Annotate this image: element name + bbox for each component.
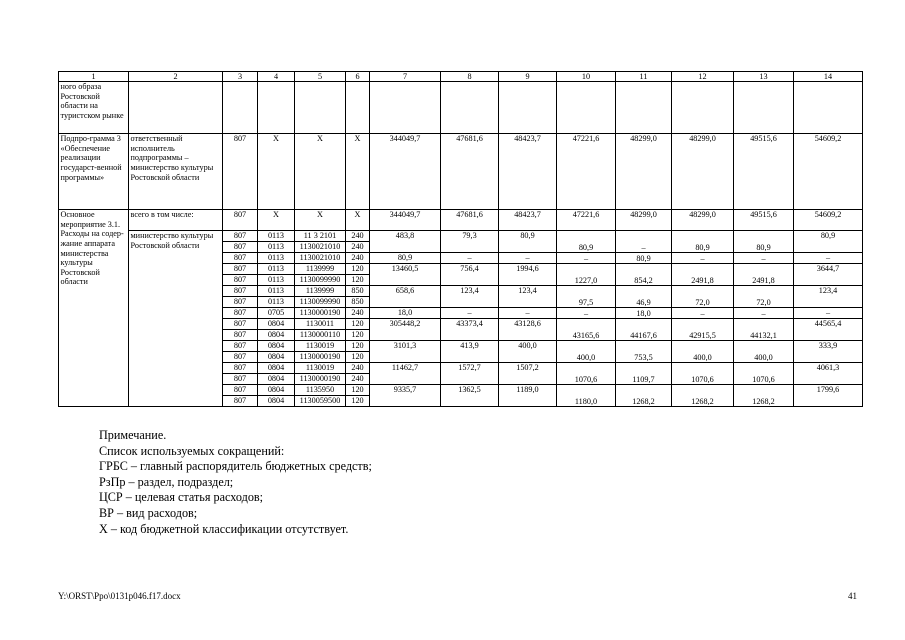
header-cell: 7 xyxy=(370,72,441,82)
table-cell: 9335,7 xyxy=(370,385,441,407)
table-cell: 0113 xyxy=(258,297,295,308)
note-line: ВР – вид расходов; xyxy=(99,505,198,520)
page-number: 41 xyxy=(848,591,857,601)
notes-block xyxy=(99,428,372,537)
table-row xyxy=(59,134,863,210)
table-cell: 120 xyxy=(346,352,370,363)
table-cell: 344049,7 xyxy=(370,210,441,231)
table-cell: 240 xyxy=(346,242,370,253)
table-cell: 1139999 xyxy=(295,264,346,275)
table-cell: – xyxy=(499,253,557,264)
table-cell: 1507,2 xyxy=(499,363,557,385)
table-cell: Х xyxy=(258,210,295,231)
table-cell: 807 xyxy=(223,242,258,253)
table-cell xyxy=(370,82,441,134)
executor-cell: ответственный исполнитель подпрограммы – министерство культуры Ростовской области xyxy=(129,134,223,210)
table-cell: – xyxy=(557,253,616,264)
table-cell: – xyxy=(441,253,499,264)
header-cell: 2 xyxy=(129,72,223,82)
table-cell: 13460,5 xyxy=(370,264,441,286)
table-cell: 1994,6 xyxy=(499,264,557,286)
table-cell: 0804 xyxy=(258,374,295,385)
table-cell: 0113 xyxy=(258,231,295,242)
table-cell: 1130000110 xyxy=(295,330,346,341)
table-cell: – xyxy=(734,308,794,319)
table-cell: 333,9 xyxy=(794,341,863,363)
table-cell: 48423,7 xyxy=(499,210,557,231)
table-cell: 120 xyxy=(346,396,370,407)
table-cell: – xyxy=(794,253,863,264)
table-cell: 240 xyxy=(346,253,370,264)
header-cell: 9 xyxy=(499,72,557,82)
table-cell: 1130021010 xyxy=(295,253,346,264)
table-cell: 753,5 xyxy=(616,341,672,363)
table-cell: 807 xyxy=(223,341,258,352)
note-line: Х – код бюджетной классификации отсутствует. xyxy=(99,521,349,536)
table-cell: 123,4 xyxy=(441,286,499,308)
table-cell: 1180,0 xyxy=(557,385,616,407)
table-cell: 807 xyxy=(223,374,258,385)
table-cell xyxy=(734,82,794,134)
table-cell: Х xyxy=(295,210,346,231)
table-row xyxy=(59,82,863,134)
table-cell: 807 xyxy=(223,210,258,231)
table-cell: Х xyxy=(346,134,370,210)
table-cell: 120 xyxy=(346,319,370,330)
table-cell: 123,4 xyxy=(499,286,557,308)
table-cell: 46,9 xyxy=(616,286,672,308)
table-cell: 80,9 xyxy=(672,231,734,253)
table-cell: 42915,5 xyxy=(672,319,734,341)
table-cell: 807 xyxy=(223,319,258,330)
table-cell: 413,9 xyxy=(441,341,499,363)
table-cell xyxy=(441,82,499,134)
table-cell: 344049,7 xyxy=(370,134,441,210)
table-cell: 54609,2 xyxy=(794,134,863,210)
table-cell: 1109,7 xyxy=(616,363,672,385)
activity-name-cell: Основное мероприятие 3.1. Расходы на содер-жание аппарата министерства культуры Ростовской области xyxy=(59,210,129,407)
table-cell: 48299,0 xyxy=(672,210,734,231)
table-cell: 0113 xyxy=(258,242,295,253)
table-cell: 400,0 xyxy=(672,341,734,363)
table-cell: 807 xyxy=(223,363,258,374)
table-cell: 807 xyxy=(223,275,258,286)
table-cell: 43128,6 xyxy=(499,319,557,341)
table-cell: 0705 xyxy=(258,308,295,319)
table-cell: 0804 xyxy=(258,352,295,363)
table-cell: 3101,3 xyxy=(370,341,441,363)
table-cell: 47681,6 xyxy=(441,210,499,231)
table-cell: 1070,6 xyxy=(672,363,734,385)
table-cell xyxy=(672,82,734,134)
table-cell: 1130000190 xyxy=(295,374,346,385)
table-cell: 47221,6 xyxy=(557,134,616,210)
table-cell: 79,3 xyxy=(441,231,499,253)
table-cell: 0804 xyxy=(258,363,295,374)
table-cell: 807 xyxy=(223,253,258,264)
table-cell: 44167,6 xyxy=(616,319,672,341)
footer-file-path: Y:\ORST\Ppo\0131p046.f17.docx xyxy=(58,591,181,601)
table-cell: 756,4 xyxy=(441,264,499,286)
table-cell xyxy=(557,82,616,134)
header-cell: 3 xyxy=(223,72,258,82)
table-cell: 1572,7 xyxy=(441,363,499,385)
table-cell: 854,2 xyxy=(616,264,672,286)
table-cell: 1130019 xyxy=(295,341,346,352)
table-row xyxy=(59,231,863,242)
table-cell xyxy=(295,82,346,134)
table-cell: 54609,2 xyxy=(794,210,863,231)
note-line: ЦСР – целевая статья расходов; xyxy=(99,490,264,505)
table-cell: 0804 xyxy=(258,319,295,330)
table-cell: Х xyxy=(346,210,370,231)
table-cell: 400,0 xyxy=(557,341,616,363)
table-cell: 2491,8 xyxy=(672,264,734,286)
table-cell: 1130099990 xyxy=(295,275,346,286)
table-cell: 0113 xyxy=(258,264,295,275)
table-cell: 48299,0 xyxy=(672,134,734,210)
header-cell: 1 xyxy=(59,72,129,82)
table-cell: 240 xyxy=(346,308,370,319)
table-cell: 1130019 xyxy=(295,363,346,374)
table-cell: 807 xyxy=(223,286,258,297)
table-cell: 80,9 xyxy=(370,253,441,264)
table-cell: 400,0 xyxy=(499,341,557,363)
table-cell: 1268,2 xyxy=(616,385,672,407)
table-cell: 807 xyxy=(223,297,258,308)
table-cell: 2491,8 xyxy=(734,264,794,286)
table-cell: 72,0 xyxy=(672,286,734,308)
header-cell: 11 xyxy=(616,72,672,82)
table-cell: 807 xyxy=(223,396,258,407)
table-cell: 240 xyxy=(346,231,370,242)
table-cell: – xyxy=(672,308,734,319)
table-cell: 80,9 xyxy=(557,231,616,253)
table-cell: 3644,7 xyxy=(794,264,863,286)
table-cell: 0113 xyxy=(258,253,295,264)
note-line: Список используемых сокращений: xyxy=(99,443,285,458)
table-cell xyxy=(499,82,557,134)
table-cell: 1268,2 xyxy=(734,385,794,407)
table-cell: 807 xyxy=(223,231,258,242)
table-cell: 49515,6 xyxy=(734,210,794,231)
table-cell: 400,0 xyxy=(734,341,794,363)
table-cell: 1130099990 xyxy=(295,297,346,308)
note-line: Примечание. xyxy=(99,428,167,442)
table-cell: 120 xyxy=(346,385,370,396)
table-cell: 120 xyxy=(346,275,370,286)
table-cell: 850 xyxy=(346,286,370,297)
table-cell: 0113 xyxy=(258,275,295,286)
table-cell: 0804 xyxy=(258,341,295,352)
table-cell: 807 xyxy=(223,385,258,396)
table-cell: 240 xyxy=(346,363,370,374)
row-name-cell: ного образа Ростовской области на туристском рынке xyxy=(59,82,129,134)
table-cell: 48299,0 xyxy=(616,134,672,210)
table-cell: 1135950 xyxy=(295,385,346,396)
header-cell: 14 xyxy=(794,72,863,82)
table-cell: 44565,4 xyxy=(794,319,863,341)
table-cell: 807 xyxy=(223,308,258,319)
subprogram-name-cell: Подпро-грамма 3 «Обеспечение реализации государст-венной программы» xyxy=(59,134,129,210)
table-cell: 240 xyxy=(346,374,370,385)
table-cell: – xyxy=(734,253,794,264)
budget-table xyxy=(58,71,863,407)
table-cell: 1070,6 xyxy=(734,363,794,385)
table-cell: – xyxy=(794,308,863,319)
table-cell: 1189,0 xyxy=(499,385,557,407)
table-cell: 807 xyxy=(223,264,258,275)
table-row xyxy=(59,210,863,231)
table-cell: 0804 xyxy=(258,385,295,396)
table-cell: 47681,6 xyxy=(441,134,499,210)
table-cell: 44132,1 xyxy=(734,319,794,341)
table-cell: 807 xyxy=(223,352,258,363)
header-cell: 6 xyxy=(346,72,370,82)
table-cell: 305448,2 xyxy=(370,319,441,341)
table-cell: 807 xyxy=(223,134,258,210)
table-cell: 80,9 xyxy=(616,253,672,264)
table-cell: 120 xyxy=(346,341,370,352)
table-cell: 1227,0 xyxy=(557,264,616,286)
table-cell: – xyxy=(616,231,672,253)
table-cell: 49515,6 xyxy=(734,134,794,210)
table-cell: 80,9 xyxy=(499,231,557,253)
table-cell: 0804 xyxy=(258,330,295,341)
table-cell: 1268,2 xyxy=(672,385,734,407)
header-cell: 13 xyxy=(734,72,794,82)
table-cell: – xyxy=(441,308,499,319)
table-cell xyxy=(794,82,863,134)
table-cell: 80,9 xyxy=(734,231,794,253)
header-row xyxy=(59,72,863,82)
table-cell: 1070,6 xyxy=(557,363,616,385)
table-cell: 120 xyxy=(346,330,370,341)
table-cell xyxy=(129,82,223,134)
table-cell xyxy=(223,82,258,134)
header-cell: 8 xyxy=(441,72,499,82)
header-cell: 12 xyxy=(672,72,734,82)
table-cell: – xyxy=(557,308,616,319)
table-cell: 1139999 xyxy=(295,286,346,297)
table-cell: 1362,5 xyxy=(441,385,499,407)
table-cell xyxy=(258,82,295,134)
table-cell: 123,4 xyxy=(794,286,863,308)
table-cell: 97,5 xyxy=(557,286,616,308)
table-cell: 11462,7 xyxy=(370,363,441,385)
table-cell: 18,0 xyxy=(616,308,672,319)
table-cell: 43373,4 xyxy=(441,319,499,341)
table-cell: 0804 xyxy=(258,396,295,407)
table-cell: – xyxy=(499,308,557,319)
table-cell: 1130021010 xyxy=(295,242,346,253)
table-cell: 807 xyxy=(223,330,258,341)
table-cell: 11 3 2101 xyxy=(295,231,346,242)
table-cell: 72,0 xyxy=(734,286,794,308)
table-cell: Х xyxy=(295,134,346,210)
executor-cell: министерство культуры Ростовской области xyxy=(129,231,223,407)
table-cell: 48299,0 xyxy=(616,210,672,231)
table-cell: 1130000190 xyxy=(295,308,346,319)
table-cell: 47221,6 xyxy=(557,210,616,231)
note-line: РзПр – раздел, подраздел; xyxy=(99,474,234,489)
table-cell: 1799,6 xyxy=(794,385,863,407)
header-cell: 5 xyxy=(295,72,346,82)
table-cell: 1130011 xyxy=(295,319,346,330)
table-cell: Х xyxy=(258,134,295,210)
table-cell: – xyxy=(672,253,734,264)
table-cell: 43165,6 xyxy=(557,319,616,341)
table-cell: 18,0 xyxy=(370,308,441,319)
table-cell: 4061,3 xyxy=(794,363,863,385)
table-cell: 658,6 xyxy=(370,286,441,308)
header-cell: 4 xyxy=(258,72,295,82)
note-line: ГРБС – главный распорядитель бюджетных средств; xyxy=(99,459,372,474)
table-cell: 1130000190 xyxy=(295,352,346,363)
table-cell: 120 xyxy=(346,264,370,275)
table-cell: 48423,7 xyxy=(499,134,557,210)
header-cell: 10 xyxy=(557,72,616,82)
table-cell xyxy=(616,82,672,134)
table-cell xyxy=(346,82,370,134)
table-cell: 80,9 xyxy=(794,231,863,253)
table-cell: 0113 xyxy=(258,286,295,297)
table-cell: 483,8 xyxy=(370,231,441,253)
table-cell: 850 xyxy=(346,297,370,308)
table-cell: 1130059500 xyxy=(295,396,346,407)
total-label-cell: всего в том числе: xyxy=(129,210,223,231)
